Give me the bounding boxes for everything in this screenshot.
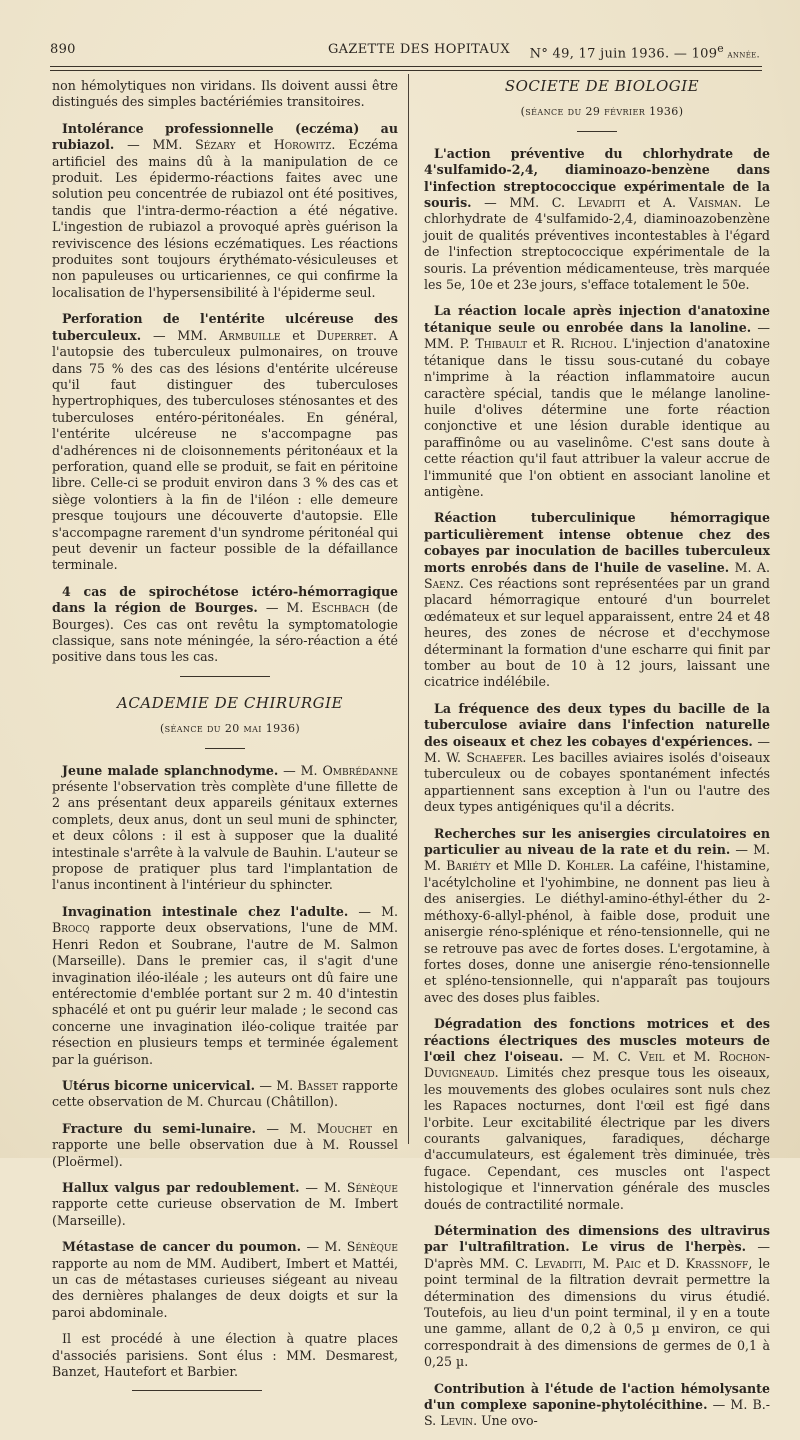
article-body: . A l'autopsie des tuberculeux pulmonaires, on trouve dans 75 % des cas des lésions d'entérite ulcéreuse qu'il faut distinguer des tuberculoses hypertrophiques, des tuberculoses sténosantes et des tuberculoses entéro-péritonéales. En général, l'entérite ulcéreuse ne s'accompagne pas d'adhérences ni de cloisonnements péritonéaux et la perforation, quand elle se produit, se fait en péritoine libre. Celle-ci se produit environ dans 3 % des cas et siège volontiers à la fin de l'iléon : elle demeure presque toujours une découverte d'autopsie. Elle s'accompagne rarement d'un syndrome péritonéal qui peut devenir un facteur possible de la défaillance terminale.: [52, 327, 398, 573]
article-ultravirus: [424, 1223, 770, 1371]
article-text: et A.: [625, 195, 689, 211]
article-text: , M.: [582, 1255, 616, 1271]
section-rule: [205, 748, 245, 749]
article-body: . La caféine, l'histamine, l'acétylcholine et l'yohimbine, ne donnent pas lieu à des anisergies. Le diéthyl-amino-éthyl-éther du 2-méthoxy-6-allyl-phénol, à faible dose, produit une anisergie réno-splénique et réno-tensionnelle, qui ne se retrouve pas avec de fortes doses. L'ergotamine, à fortes doses, donne une anisergie réno-tensionnelle et spléno-tensionnelle, qui n'apparaît pas toujours avec des doses plus faibles.: [424, 858, 771, 1005]
article-title: Contribution à l'étude de l'action hémolysante d'un complexe saponine-phytolécithine.: [424, 1380, 770, 1413]
article-title: L'action préventive du chlorhydrate de 4'sulfamido-2,4, diaminoazo-benzène dans l'infection streptococcique expérimentale de la souris.: [424, 145, 770, 211]
section-rule: [577, 131, 617, 132]
article-title: Perforation de l'entérite ulcéreuse des tuberculeux.: [52, 311, 398, 343]
article-sulfamido: [424, 146, 770, 294]
section-title: SOCIETE DE BIOLOGIE: [504, 77, 700, 95]
article-text: M. A.: [729, 559, 770, 575]
article-title: Intolérance professionnelle (eczéma) au rubiazol.: [52, 120, 398, 153]
article-title: Métastase de cancer du poumon.: [62, 1239, 302, 1255]
article-hallux: [52, 1180, 398, 1229]
article-text: — M.: [255, 1077, 298, 1093]
author: Levaditi: [577, 195, 626, 211]
author: Duperret: [316, 327, 374, 343]
article-body: rapporte au nom de MM. Audibert, Imbert et Mattéi, un cas de métastases curieuses siégeant au niveau des dernières phalanges de deux doigts et sur la paroi abdominale.: [52, 1255, 398, 1320]
article-body: présente l'observation très complète d'une fillette de 2 ans présentant deux appareils génitaux externes complets, deux anus, dont un seul muni de sphincter, et deux côlons : il est à supposer que la dualité intestinale s'arrête à la valvule de Bauhin. L'auteur se propose de pratiquer plus tard l'implantation de l'anus incontinent à l'intérieur du sphincter.: [52, 779, 398, 893]
article-text: et D.: [640, 1255, 686, 1271]
article-body: . Limités chez presque tous les oiseaux, les mouvements des globes oculaires sont nuls chez les Rapaces nocturnes, dont l'œil est figé dans l'orbite. Leur excitabilité électrique par les divers courants galvaniques, faradiques, décharge d'accumulateurs, est également très diminuée, très fugace. Cependant, ces muscles ont l'aspect histologique et l'innervation générale des muscles doués de contractilité normale.: [424, 1065, 770, 1212]
article-splanchnodyme: [52, 763, 398, 894]
article-body: . Une ovo-: [473, 1413, 538, 1429]
issue-annee: année.: [724, 49, 760, 61]
author: Sénèque: [346, 1239, 398, 1255]
author: Horowitz: [273, 137, 332, 153]
author: Levaditi: [534, 1255, 583, 1271]
article-text: — M. W.: [424, 733, 770, 766]
article-text: et: [235, 137, 274, 153]
article-text: — M.: [257, 600, 312, 616]
article-body: rapporte cette observation de M. Churcau (Châtillon).: [52, 1077, 398, 1110]
author: Krassnoff: [685, 1255, 749, 1271]
article-title: Réaction tuberculinique hémorragique particulièrement intense obtenue chez des cobayes par inoculation de bacilles tuberculeux morts enrobés dans de l'huile de vaseline.: [424, 510, 770, 575]
article-metastase: [52, 1239, 398, 1321]
article-body: . Le chlorhydrate de 4'sulfamido-2,4, diaminoazobenzène jouit de qualités préventives incontestables à l'égard de l'infection streptococcique expérimentale de la souris. La prévention médicamenteuse, très marquée les 5e, 10e et 23e jours, s'efface totalement le 50e.: [424, 195, 771, 293]
issue-line: [530, 42, 760, 61]
article-title: La réaction locale après injection d'anatoxine tétanique seule ou enrobée dans la lanoline.: [424, 303, 770, 335]
header-rule-2: [50, 70, 762, 71]
article-body: rapporte deux observations, l'une de MM. Henri Redon et Soubrane, l'autre de M. Salmon (Marseille). Dans le premier cas, il s'agit d'une invagination iléo-iléale ; les auteurs ont dû faire une entérectomie d'emblée portant sur 2 m. 40 d'intestin sphacélé et ont pu guérir leur malade ; le second cas concerne une invagination iléo-colique traitée par résection en plusieurs temps et terminée également par la guérison.: [52, 920, 398, 1067]
author: Bariéty: [446, 858, 491, 874]
author: Sénèque: [346, 1179, 398, 1195]
article-text: et: [280, 327, 317, 343]
article-body: (de Bourges). Ces cas ont revêtu la symptomatologie classique, sans note méningée, la séro-réaction a été positive dans tous les cas.: [52, 600, 398, 665]
article-body: en rapporte une belle observation due à M. Roussel (Ploërmel).: [52, 1120, 398, 1169]
author: Veil: [639, 1048, 665, 1064]
author: Paic: [615, 1255, 641, 1271]
article-text: — M. C.: [563, 1048, 640, 1064]
article-text: — M.: [255, 1120, 317, 1136]
author: Saenz: [424, 575, 460, 591]
article-text: et R.: [527, 336, 571, 352]
author: Brocq: [52, 920, 90, 936]
page-number: 890: [50, 42, 76, 57]
article-text: — M.: [278, 762, 323, 778]
article-text: et M.: [664, 1048, 719, 1064]
column-separator: [408, 74, 409, 1144]
article-title: Hallux valgus par redoublement.: [62, 1179, 300, 1195]
author: Kohler: [566, 858, 611, 874]
article-text: — M.: [348, 903, 398, 919]
article-title: Jeune malade splanchnodyme.: [62, 762, 279, 778]
page-header: [50, 38, 760, 64]
author: Ombrédanne: [322, 762, 398, 778]
article-body: . L'injection d'anatoxine tétanique dans le tissu sous-cutané du cobaye n'imprime à la réaction inflammatoire aucun caractère spécial, tandis que le mélange lanoline-huile d'olives détermine une forte réaction conjonctive et une lésion durable identique au paraffinôme ou au vaselinôme. C'est sans doute à cette réaction qu'il faut attribuer la valeur accrue de l'immunité que l'on obtient en associant lanoline et antigène.: [424, 336, 770, 499]
article-perforation: [52, 311, 398, 574]
left-column: [52, 78, 398, 1391]
section-title: ACADEMIE DE CHIRURGIE: [117, 693, 343, 712]
article-text: — M. M.: [424, 842, 771, 874]
author: Vaisman: [688, 195, 738, 211]
article-anisergies: [424, 826, 770, 1006]
article-text: — MM.: [141, 327, 220, 343]
article-body: , le point terminal de la filtration devrait permettre la détermination des dimensions du virus étudié. Toutefois, au lieu d'un point terminal, il y en a toute une gamme, allant de 0,2 à 0,5 µ environ, ce qui correspondrait à des dimensions de germes de 0,1 à 0,25 µ.: [424, 1255, 770, 1370]
article-text: — M.: [301, 1239, 347, 1255]
author: Rochon-Duvigneaud: [424, 1048, 771, 1081]
article-anatoxine: [424, 303, 770, 500]
author: Schaefer: [466, 750, 523, 766]
article-title: Invagination intestinale chez l'adulte.: [62, 903, 349, 919]
article-fracture: [52, 1121, 398, 1170]
article-title: La fréquence des deux types du bacille de la tuberculose aviaire dans l'infection naturelle des oiseaux et chez les cobayes d'expériences.: [424, 700, 770, 749]
article-hemolysante: [424, 1381, 770, 1430]
article-body: . Les bacilles aviaires isolés d'oiseaux tuberculeux ou de cobayes spontanément infectés appartiennent sans exception à l'un ou l'autre des deux types antigéniques qu'il a décrits.: [424, 750, 770, 815]
section-subtitle: (séance du 29 février 1936): [520, 105, 684, 119]
section-subtitle: (séance du 20 mai 1936): [159, 722, 301, 736]
article-body: . Eczéma artificiel des mains dû à la manipulation de ce produit. Les épidermo-réactions faites avec une solution peu concentrée de rubiazol ont été positives, tandis que l'intra-dermo-réaction a été négative. L'ingestion de rubiazol a provoqué après guérison la reviviscence des lésions eczématiques. Les réactions produites sont toujours érythémato-vésiculeuses et non papuleuses ou urticariennes, ce qui confirme la localisation de l'hypersensibilité à l'épiderme seul.: [52, 137, 398, 300]
journal-title: GAZETTE DES HOPITAUX: [328, 42, 510, 57]
article-title: Détermination des dimensions des ultravirus par l'ultrafiltration. Le virus de l'herpès.: [424, 1223, 770, 1255]
author: Sézary: [195, 137, 236, 153]
article-text: — MM.: [114, 137, 196, 153]
issue-text: N° 49, 17 juin 1936. — 109: [529, 46, 718, 62]
section-divider: [180, 676, 270, 677]
election-paragraph: Il est procédé à une élection à quatre places d'associés parisiens. Sont élus : MM. Desmarest, Banzet, Hautefort et Barbier.: [52, 1331, 398, 1380]
right-column: [424, 78, 770, 1440]
article-intolerance: [52, 121, 398, 301]
article-invagination: [52, 904, 398, 1068]
author: Mouchet: [316, 1120, 372, 1136]
article-text: — D'après MM. C.: [424, 1239, 770, 1271]
author: Levin: [440, 1413, 474, 1429]
author: Armbuille: [219, 327, 281, 343]
continued-paragraph: non hémolytiques non viridans. Ils doivent aussi être distingués des simples bactériémies transitoires.: [52, 78, 398, 110]
end-rule: [132, 1390, 262, 1391]
article-tuberculinique: [424, 510, 770, 690]
article-title: Dégradation des fonctions motrices et des réactions électriques des muscles moteurs de l'œil chez l'oiseau.: [424, 1016, 770, 1064]
article-spirochetose: [52, 584, 398, 666]
article-text: — MM. C.: [471, 195, 578, 211]
article-text: — M.: [299, 1179, 347, 1195]
author: Basset: [297, 1077, 338, 1093]
article-title: 4 cas de spirochétose ictéro-hémorragique dans la région de Bourges.: [52, 583, 398, 616]
issue-sup: e: [717, 42, 725, 55]
article-text: — MM. P.: [424, 319, 770, 352]
article-degradation: [424, 1016, 770, 1213]
article-text: et Mlle D.: [490, 858, 567, 874]
article-title: Fracture du semi-lunaire.: [62, 1120, 256, 1136]
article-title: Recherches sur les anisergies circulatoires en particulier au niveau de la rate et du rein.: [424, 825, 770, 858]
author: Richou: [570, 336, 614, 352]
author: Thibault: [475, 336, 528, 352]
article-frequence: [424, 701, 770, 816]
header-rule: [50, 66, 762, 67]
author: Eschbach: [311, 600, 370, 616]
article-title: Utérus bicorne unicervical.: [62, 1077, 256, 1093]
article-text: — M. B.-S.: [424, 1397, 771, 1429]
article-uterus: [52, 1078, 398, 1111]
article-body: rapporte cette curieuse observation de M. Imbert (Marseille).: [52, 1196, 398, 1228]
article-body: . Ces réactions sont représentées par un grand placard hémorragique entouré d'un bourrelet œdémateux et sur lequel apparaissent, entre 24 et 48 heures, des zones de nécrose et d'ecchymose déterminant la formation d'une escharre qui finit par tomber au bout de 10 à 12 jours, laissant une cicatrice indélébile.: [424, 575, 770, 690]
